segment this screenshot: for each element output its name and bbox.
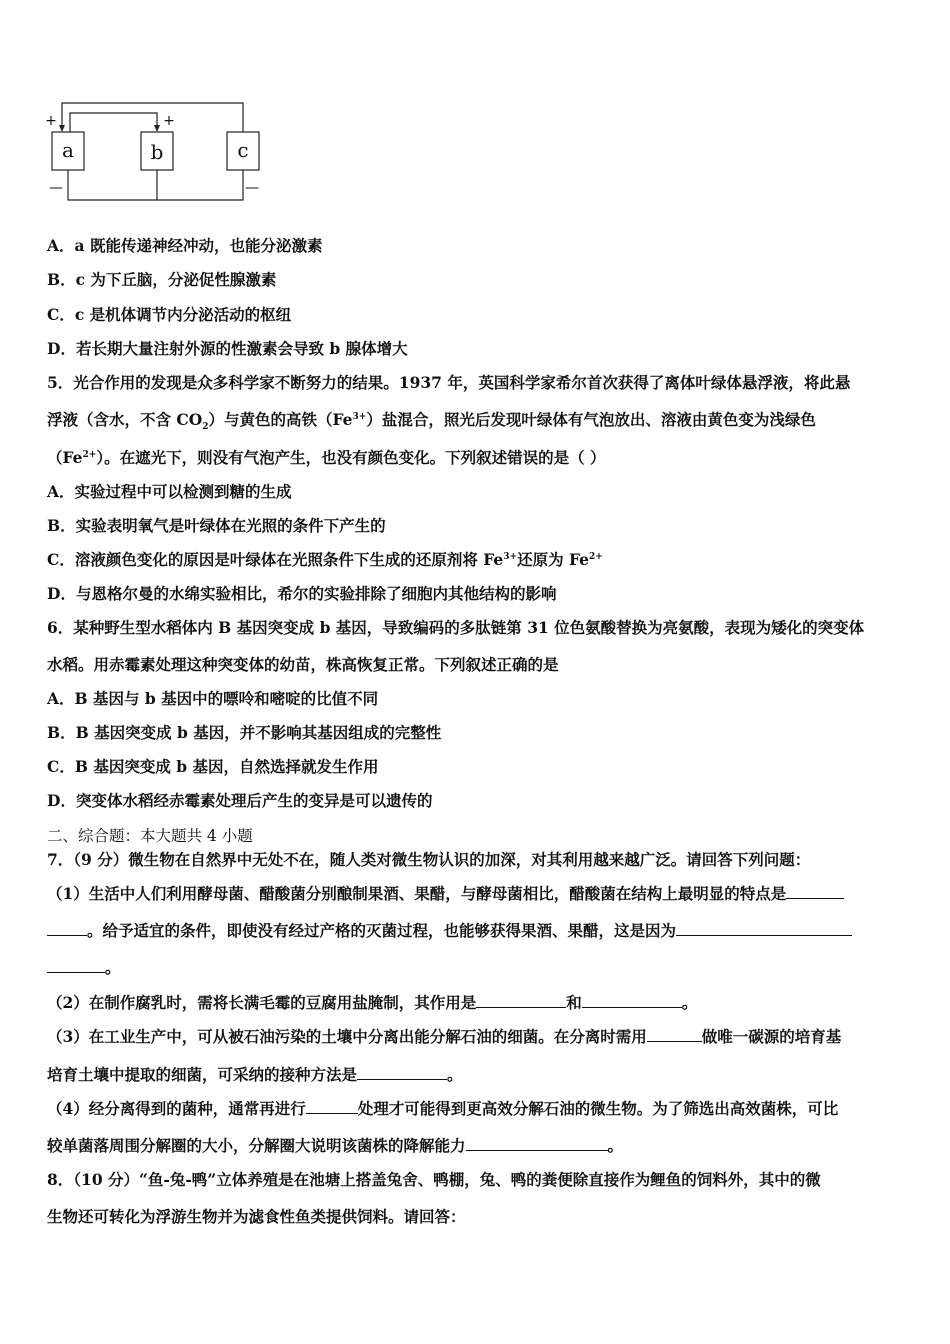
minus-sign-c: —: [245, 180, 259, 196]
q7-part4-line2: 较单菌落周围分解圈的大小，分解圈大说明该菌株的降解能力 。: [47, 1136, 624, 1155]
q7-stem: 7．（9 分）微生物在自然界中无处不在，随人类对微生物认识的加深，对其利用越来越广泛。请回答下列问题：: [47, 850, 811, 869]
hormone-regulation-diagram: [40, 95, 270, 210]
q7-part3-line2: 培育土壤中提取的细菌，可采纳的接种方法是 。: [47, 1065, 463, 1084]
q4-option-b: B．c 为下丘脑，分泌促性腺激素: [47, 270, 277, 289]
q8-stem-line1: 8．（10 分）“鱼-兔-鸭”立体养殖是在池塘上搭盖兔舍、鸭棚，兔、鸭的粪便除直接作为鲤鱼的饲料外，其中的微: [47, 1170, 821, 1189]
plus-sign-b: +: [163, 113, 175, 129]
q5-option-c: C．溶液颜色变化的原因是叶绿体在光照条件下生成的还原剂将 $Fe^{3+}$还原为 $Fe^{2+}$: [47, 550, 603, 569]
q7-part1-line1: （1）生活中人们利用酵母菌、醋酸菌分别酿制果酒、果醋，与酵母菌相比，醋酸菌在结构上最明显的特点是: [47, 884, 844, 904]
feedback-line-bottom: [68, 170, 243, 200]
q5-option-d: D．与恩格尔曼的水绵实验相比，希尔的实验排除了细胞内其他结构的影响: [47, 584, 557, 603]
q5-option-b: B．实验表明氧气是叶绿体在光照的条件下产生的: [47, 516, 386, 535]
q8-stem-line2: 生物还可转化为浮游生物并为滤食性鱼类提供饲料。请回答：: [47, 1207, 466, 1226]
q7-part1-line3: 。: [47, 958, 121, 978]
q5-stem-line3: $(Fe^{2+})$。在遮光下，则没有气泡产生，也没有颜色变化。下列叙述错误的是（ ）: [47, 448, 606, 467]
box-c-label: c: [237, 138, 249, 162]
box-b-label: b: [150, 140, 164, 164]
q6-stem-line1: 6．某种野生型水稻体内 B 基因突变成 b 基因，导致编码的多肽链第 31 位色氨酸替换为亮氨酸，表现为矮化的突变体: [47, 618, 865, 637]
arrowhead-a: [59, 125, 65, 132]
arrow-a-to-b: [70, 113, 157, 132]
q6-option-b: B．B 基因突变成 b 基因，并不影响其基因组成的完整性: [47, 723, 442, 742]
q5-stem-line1: 5．光合作用的发现是众多科学家不断努力的结果。1937 年，英国科学家希尔首次获得了离体叶绿体悬浮液，将此悬: [47, 373, 851, 392]
box-a-label: a: [62, 138, 74, 162]
q4-option-d: D．若长期大量注射外源的性激素会导致 b 腺体增大: [47, 339, 408, 358]
q7-part1-line2: 。给予适宜的条件，即使没有经过产格的灭菌过程，也能够获得果酒、果醋，这是因为: [47, 921, 852, 941]
q7-part2: （2）在制作腐乳时，需将长满毛霉的豆腐用盐腌制，其作用是 和 。: [47, 993, 698, 1012]
arrow-c-to-a: [62, 103, 243, 132]
q6-stem-line2: 水稻。用赤霉素处理这种突变体的幼苗，株高恢复正常。下列叙述正确的是: [47, 655, 559, 674]
section-heading: 二、综合题：本大题共 4 小题: [47, 827, 253, 845]
minus-sign-a: —: [49, 180, 63, 196]
q5-option-a: A．实验过程中可以检测到糖的生成: [47, 482, 292, 501]
plus-sign-a: +: [45, 113, 57, 129]
q4-option-c: C．c 是机体调节内分泌活动的枢纽: [47, 305, 292, 324]
q4-option-a: A．a 既能传递神经冲动，也能分泌激素: [47, 236, 323, 255]
q6-option-d: D．突变体水稻经赤霉素处理后产生的变异是可以遗传的: [47, 791, 433, 810]
q5-stem-line2: 浮液（含水，不含 $CO_2$）与黄色的高铁$(Fe^{3+})$盐混合，照光后发现叶绿体有气泡放出、溶液由黄色变为浅绿色: [47, 410, 816, 433]
q6-option-a: A．B 基因与 b 基因中的嘌呤和嘧啶的比值不同: [47, 689, 379, 708]
q7-part3-line1: （3）在工业生产中，可从被石油污染的土壤中分离出能分解石油的细菌。在分离时需用 做唯一碳源的培育基: [47, 1027, 842, 1046]
arrowhead-b: [154, 125, 160, 132]
q6-option-c: C．B 基因突变成 b 基因，自然选择就发生作用: [47, 757, 379, 776]
q7-part4-line1: （4）经分离得到的菌种，通常再进行 处理才可能得到更高效分解石油的微生物。为了筛选出高效菌株，可比: [47, 1099, 839, 1118]
